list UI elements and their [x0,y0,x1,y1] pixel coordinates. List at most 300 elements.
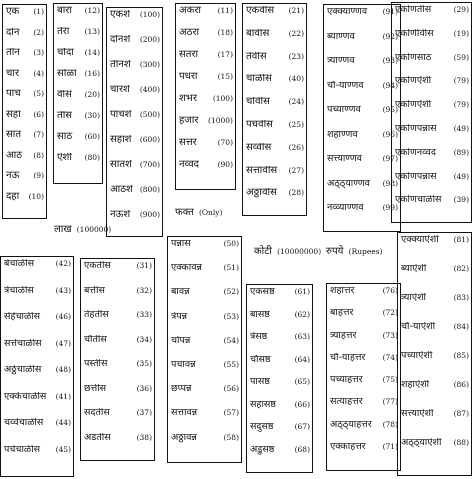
number-word: सत्याहत्तर [330,397,363,408]
number-word: आठ [6,150,23,161]
number-group-forties [0,256,74,477]
number-word: एकसष्ठ [250,287,275,297]
number-row [171,239,239,263]
number-row [57,153,100,174]
number-row [327,154,398,179]
number-word: चौतीस [84,334,107,345]
number-word: पाच [6,89,21,99]
number-row [327,203,398,228]
number-value: (28) [288,188,304,198]
number-value: (47) [55,338,71,348]
number-value: (57) [223,408,239,418]
number-value: (93) [382,56,398,65]
number-row [401,293,469,322]
number-word: दोन [6,27,20,38]
number-word: बावन्न [171,287,190,298]
number-row [395,100,469,124]
number-group-nineties [323,4,401,232]
number-word: एक्काहत्तर [330,442,366,453]
number-value: (59) [453,52,469,62]
number-value: (300) [139,60,160,69]
number-value: (44) [55,418,71,427]
number-word: पाचशे [110,110,132,120]
number-value: (50) [223,239,239,248]
number-value: (68) [294,444,310,454]
number-row [171,287,239,311]
number-row [6,7,44,28]
number-value: (46) [55,312,71,321]
number-value: (24) [288,97,304,107]
number-row [401,264,469,293]
number-word: अठ्ठावन्न [171,432,197,443]
number-group-fifties [167,236,242,463]
number-value: (63) [294,332,310,341]
number-row [250,400,310,423]
number-value: (15) [217,72,233,81]
number-word: सात [6,130,22,140]
number-value: (43) [55,285,71,295]
number-word: सत्त्याण्णव [327,154,362,164]
number-word: सदुसष्ठ [250,422,274,432]
number-word: पन्नास [171,239,191,249]
number-value: (94) [382,80,398,90]
number-row [171,360,239,384]
number-word: अठ्ठावीस [246,188,277,199]
number-word: ब्याऐंशी [401,264,427,274]
number-word: वीस [57,90,72,100]
number-row [171,433,239,457]
number-row [4,339,71,366]
number-word: नऊ [6,171,20,181]
number-word: पंच्याहत्तर [330,375,363,386]
number-row [179,72,233,94]
number-word: बेचाळीस [4,259,35,269]
number-word: चारशे [110,85,130,95]
number-word: ऐंशी [57,153,72,163]
number-value: (74) [382,352,398,362]
number-word: बाहत्तर [330,308,354,319]
number-row [246,6,304,29]
number-word: अठ्ठ्याण्णव [327,178,370,189]
number-group-1-to-10 [2,4,47,219]
number-value: (20) [84,90,100,99]
label-rupees: रुपये (Rupees) [326,246,383,257]
number-value: (10) [28,191,44,201]
number-word: सोळा [57,69,77,79]
number-word: त्रेसष्ठ [250,332,268,342]
number-row [171,263,239,287]
number-word: एक्क्याण्णव [327,7,368,17]
number-word: सदतीस [84,408,110,418]
number-word: त्र्याण्णव [327,56,355,66]
number-word: बारा [57,6,72,16]
number-value: (96) [382,129,398,139]
number-value: (35) [136,359,152,368]
number-word: एकोणपन्नास [395,123,437,134]
number-row [57,111,100,132]
number-word: एकशे [110,10,131,20]
number-word: हजार [179,116,199,126]
number-value: (81) [453,235,469,244]
number-row [179,50,233,72]
number-value: (22) [288,28,304,38]
number-row [401,235,469,264]
number-value: (41) [55,391,71,401]
number-word: सव्वीस [246,142,272,153]
number-value: (51) [223,263,239,273]
number-word: अडुसष्ठ [250,444,275,455]
number-value: (500) [139,110,160,119]
number-value: (38) [136,432,152,442]
number-value: (900) [139,210,160,219]
number-value: (60) [84,132,100,141]
number-row [6,28,44,49]
number-value: (100) [139,10,160,19]
number-value: (84) [453,322,469,331]
number-value: (4) [33,68,44,78]
number-group-teens-and-tens [53,3,103,184]
number-value: (16) [84,69,100,78]
number-word: अठ्ठ्याऐंशी [401,438,442,448]
number-row [330,286,398,308]
number-value: (11) [217,6,233,15]
number-value: (3) [33,48,44,57]
number-value: (8) [33,150,44,160]
number-row [250,310,310,333]
number-row [401,438,469,467]
number-word: पंधरा [179,72,198,82]
number-group-twenties [242,3,307,216]
number-row [327,56,398,81]
number-row [110,10,160,35]
number-row [327,7,398,32]
number-word: अठ्ठेचाळीस [4,365,42,375]
number-group-misc [175,3,236,190]
number-value: (99) [382,203,398,212]
number-value: (49) [453,171,469,181]
number-row [250,445,310,468]
number-group-seventies [326,283,401,471]
number-row [57,69,100,90]
number-value: (80) [84,153,100,162]
number-word: बासष्ठ [250,309,270,320]
number-word: तेहतीस [84,310,109,320]
number-word: एक्क्याऐंशी [401,235,439,245]
number-value: (30) [84,111,100,120]
number-value: (25) [288,119,304,129]
number-row [57,6,100,27]
number-row [110,135,160,160]
number-word: सत्तावन्न [171,408,198,419]
number-word: सहासष्ठ [250,399,276,410]
number-word: चार [6,68,20,79]
number-row [6,69,44,90]
number-word: पंच्याण्णव [327,105,361,115]
number-word: चौसष्ठ [250,354,271,365]
number-row [6,110,44,131]
number-row [110,110,160,135]
number-row [179,28,233,50]
number-row [327,32,398,57]
number-row [330,397,398,419]
number-word: एकवीस [246,6,275,16]
number-word: आठशे [110,185,133,195]
number-row [401,380,469,409]
number-row [395,29,469,53]
number-value: (45) [55,444,71,454]
number-row [250,422,310,445]
number-group-thirties [80,258,155,461]
number-row [395,5,469,29]
number-row [246,52,304,75]
number-word: एकोणीवीस [395,28,434,39]
number-row [179,138,233,160]
number-row [6,151,44,172]
number-row [327,81,398,106]
number-value: (33) [136,310,152,319]
number-row [395,195,469,219]
number-group-hundreds [106,7,163,237]
number-row [84,408,152,433]
number-value: (67) [294,422,310,431]
number-value: (23) [288,51,304,61]
number-value: (62) [294,309,310,319]
number-word: सातशे [110,160,132,170]
number-value: (27) [288,165,304,175]
number-value: (73) [382,330,398,340]
number-row [110,85,160,110]
number-row [6,171,44,192]
number-row [250,332,310,355]
number-word: चोपन्न [171,335,191,346]
number-row [84,433,152,458]
number-row [179,6,233,28]
number-word: एकतीस [84,261,111,271]
number-value: (17) [217,50,233,59]
number-word: चाळीस [246,74,272,85]
number-word: चौ-याऐंशी [401,322,436,332]
number-value: (700) [139,160,160,169]
number-row [330,353,398,375]
number-word: नऊशे [110,210,131,220]
number-word: सहा [6,109,21,120]
number-word: एक [6,7,20,17]
number-word: सत्त्याऐंशी [401,409,434,419]
number-word: सत्तेचाळीस [4,338,42,349]
number-row [4,418,71,445]
number-value: (36) [136,383,152,393]
number-row [327,130,398,155]
number-word: पंचावन्न [171,359,196,370]
number-value: (71) [382,442,398,452]
number-row [84,335,152,360]
number-row [395,148,469,172]
number-word: छत्तीस [84,383,107,394]
number-value: (89) [453,147,469,157]
number-value: (82) [453,264,469,273]
number-word: ब्याण्णव [327,31,355,42]
number-word: एक्कावन्न [171,263,202,274]
number-row [246,166,304,189]
number-word: चव्वेचाळीस [4,418,44,428]
number-row [4,286,71,313]
number-row [110,60,160,85]
number-row [110,160,160,185]
number-row [250,287,310,310]
number-value: (55) [223,359,239,369]
number-row [4,312,71,339]
number-row [246,74,304,97]
number-value: (53) [223,311,239,321]
number-row [57,132,100,153]
number-value: (42) [55,259,71,268]
number-word: तीनशे [110,60,131,70]
number-row [4,365,71,392]
number-value: (58) [223,432,239,442]
number-value: (49) [453,123,469,133]
number-row [330,442,398,464]
number-row [246,97,304,120]
number-word: शहाण्णव [327,129,358,140]
number-word: बत्तीस [84,285,105,296]
number-word: एकोणचाळीस [395,195,442,206]
number-row [395,172,469,196]
number-row [171,336,239,360]
number-value: (95) [382,105,398,114]
number-word: सत्तर [179,138,197,148]
number-value: (31) [136,261,152,270]
number-row [57,90,100,111]
number-value: (5) [33,89,44,98]
number-word: शंभर [179,94,197,104]
number-word: तेरा [57,27,70,37]
number-word: एकोणनव्वद [395,147,436,158]
number-row [6,89,44,110]
number-word: साठ [57,132,73,142]
number-value: (98) [382,178,398,188]
number-row [6,130,44,151]
number-value: (7) [33,130,44,139]
number-word: बावीस [246,28,270,39]
number-row [250,377,310,400]
number-value: (54) [223,335,239,345]
number-row [110,185,160,210]
number-value: (65) [294,377,310,386]
number-word: दोनशे [110,35,131,45]
number-word: चौ-याण्णव [327,80,364,91]
number-value: (70) [217,138,233,147]
label-lakh: लाख (100000) [54,224,112,235]
number-row [246,29,304,52]
number-value: (14) [84,48,100,57]
number-value: (21) [288,6,304,15]
number-row [6,48,44,69]
number-word: एकोणऐंशी [395,76,432,87]
number-row [4,445,71,472]
number-value: (78) [382,419,398,429]
number-word: तीस [57,111,73,121]
number-row [330,308,398,330]
number-word: पस्तीस [84,359,108,369]
number-word: सहाशे [110,135,132,145]
number-value: (800) [139,185,160,194]
number-word: त्रेपन्न [171,311,188,322]
number-row [179,116,233,138]
number-value: (29) [453,5,469,14]
number-row [84,384,152,409]
number-word: दहा [6,191,20,202]
number-group-nines [391,2,472,223]
number-value: (13) [84,27,100,36]
number-word: त्र्याऐंशी [401,293,427,303]
number-row [250,355,310,378]
number-word: शहाऐंशी [401,380,430,390]
number-word: अठरा [179,28,200,38]
number-word: एकोणऐंशी [395,100,432,111]
number-row [330,375,398,397]
number-row [401,409,469,438]
number-value: (66) [294,399,310,409]
number-word: त्र्याहत्तर [330,330,357,341]
number-value: (200) [139,35,160,44]
number-value: (26) [288,142,304,152]
number-value: (2) [33,27,44,37]
number-word: सतरा [179,50,199,60]
number-value: (85) [453,351,469,360]
number-row [4,392,71,419]
label-only: फक्त (Only) [175,207,223,218]
number-word: पासष्ठ [250,377,270,387]
number-group-eighties [397,232,472,476]
number-row [84,359,152,384]
number-value: (34) [136,334,152,344]
number-value: (1000) [208,116,233,125]
number-value: (32) [136,285,152,295]
number-word: सत्तावीस [246,165,278,176]
number-value: (39) [453,195,469,205]
number-word: शहात्तर [330,286,355,296]
number-row [246,120,304,143]
number-word: पंच्याऐंशी [401,351,433,361]
number-row [246,188,304,211]
number-value: (87) [453,409,469,418]
number-word: चौ-याहत्तर [330,352,366,363]
number-value: (9) [33,171,44,180]
label-crore: कोटी (10000000) [254,246,322,257]
number-value: (86) [453,380,469,389]
number-word: छप्पन्न [171,384,192,395]
number-row [171,384,239,408]
number-row [6,192,44,213]
number-value: (6) [33,109,44,119]
number-word: चौदा [57,48,74,58]
number-value: (76) [382,286,398,295]
number-value: (600) [139,135,160,144]
number-row [57,27,100,48]
number-word: एकोणपन्नास [395,171,437,182]
number-row [84,286,152,311]
number-value: (64) [294,354,310,364]
number-row [395,53,469,77]
number-value: (18) [217,28,233,37]
number-row [179,94,233,116]
number-word: एकोणतीस [395,5,432,15]
number-value: (1) [33,7,44,16]
number-word: चोवीस [246,97,270,108]
number-value: (79) [453,100,469,110]
number-value: (61) [294,287,310,296]
number-row [171,312,239,336]
